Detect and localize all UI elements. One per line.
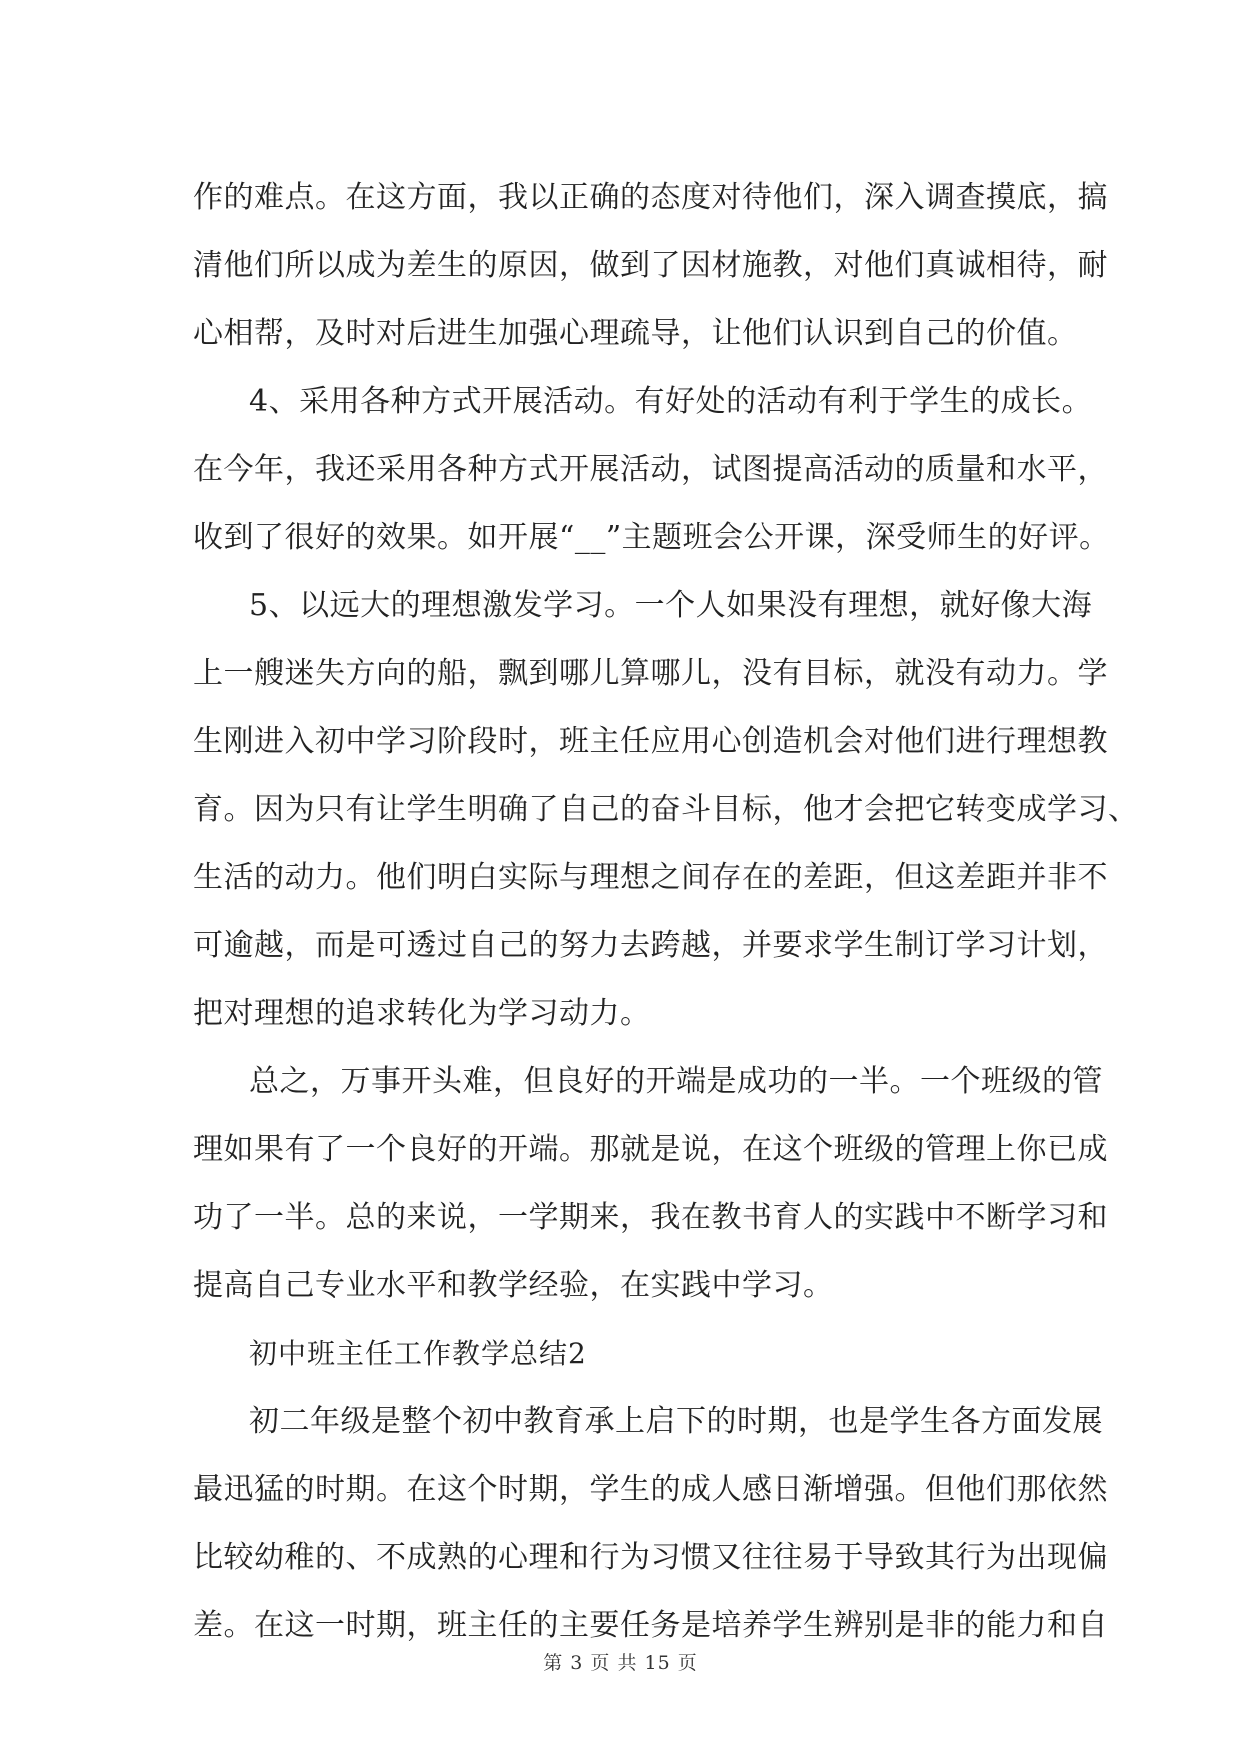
text-line: 收到了很好的效果。如开展“__”主题班会公开课，深受师生的好评。 bbox=[193, 520, 1110, 555]
text-line: 4、采用各种方式开展活动。有好处的活动有利于学生的成长。 bbox=[249, 384, 1093, 419]
text-line: 生刚进入初中学习阶段时，班主任应用心创造机会对他们进行理想教 bbox=[193, 724, 1108, 759]
text-line: 总之，万事开头难，但良好的开端是成功的一半。一个班级的管 bbox=[249, 1064, 1103, 1099]
section-heading: 初中班主任工作教学总结2 bbox=[249, 1337, 587, 1370]
text-line: 把对理想的追求转化为学习动力。 bbox=[193, 996, 651, 1031]
text-line: 在今年，我还采用各种方式开展活动，试图提高活动的质量和水平， bbox=[193, 452, 1108, 487]
text-line: 差。在这一时期，班主任的主要任务是培养学生辨别是非的能力和自 bbox=[193, 1608, 1108, 1643]
text-line: 上一艘迷失方向的船，飘到哪儿算哪儿，没有目标，就没有动力。学 bbox=[193, 656, 1108, 691]
text-line: 心相帮，及时对后进生加强心理疏导，让他们认识到自己的价值。 bbox=[193, 316, 1078, 351]
page-number-footer: 第 3 页 共 15 页 bbox=[543, 1652, 698, 1674]
text-line: 比较幼稚的、不成熟的心理和行为习惯又往往易于导致其行为出现偏 bbox=[193, 1540, 1108, 1575]
text-line: 生活的动力。他们明白实际与理想之间存在的差距，但这差距并非不 bbox=[193, 860, 1108, 895]
text-line: 功了一半。总的来说，一学期来，我在教书育人的实践中不断学习和 bbox=[193, 1200, 1108, 1235]
text-line: 作的难点。在这方面，我以正确的态度对待他们，深入调查摸底，搞 bbox=[193, 180, 1108, 215]
text-line: 最迅猛的时期。在这个时期，学生的成人感日渐增强。但他们那依然 bbox=[193, 1472, 1108, 1507]
text-line: 初二年级是整个初中教育承上启下的时期，也是学生各方面发展 bbox=[249, 1404, 1103, 1439]
text-line: 5、以远大的理想激发学习。一个人如果没有理想，就好像大海 bbox=[249, 588, 1093, 623]
text-line: 理如果有了一个良好的开端。那就是说，在这个班级的管理上你已成 bbox=[193, 1132, 1108, 1167]
document-body bbox=[193, 164, 1139, 1660]
text-line: 育。因为只有让学生明确了自己的奋斗目标，他才会把它转变成学习、 bbox=[193, 792, 1139, 827]
text-line: 可逾越，而是可透过自己的努力去跨越，并要求学生制订学习计划， bbox=[193, 928, 1108, 963]
text-line: 提高自己专业水平和教学经验，在实践中学习。 bbox=[193, 1268, 834, 1303]
text-line: 清他们所以成为差生的原因，做到了因材施教，对他们真诚相待，耐 bbox=[193, 248, 1108, 283]
